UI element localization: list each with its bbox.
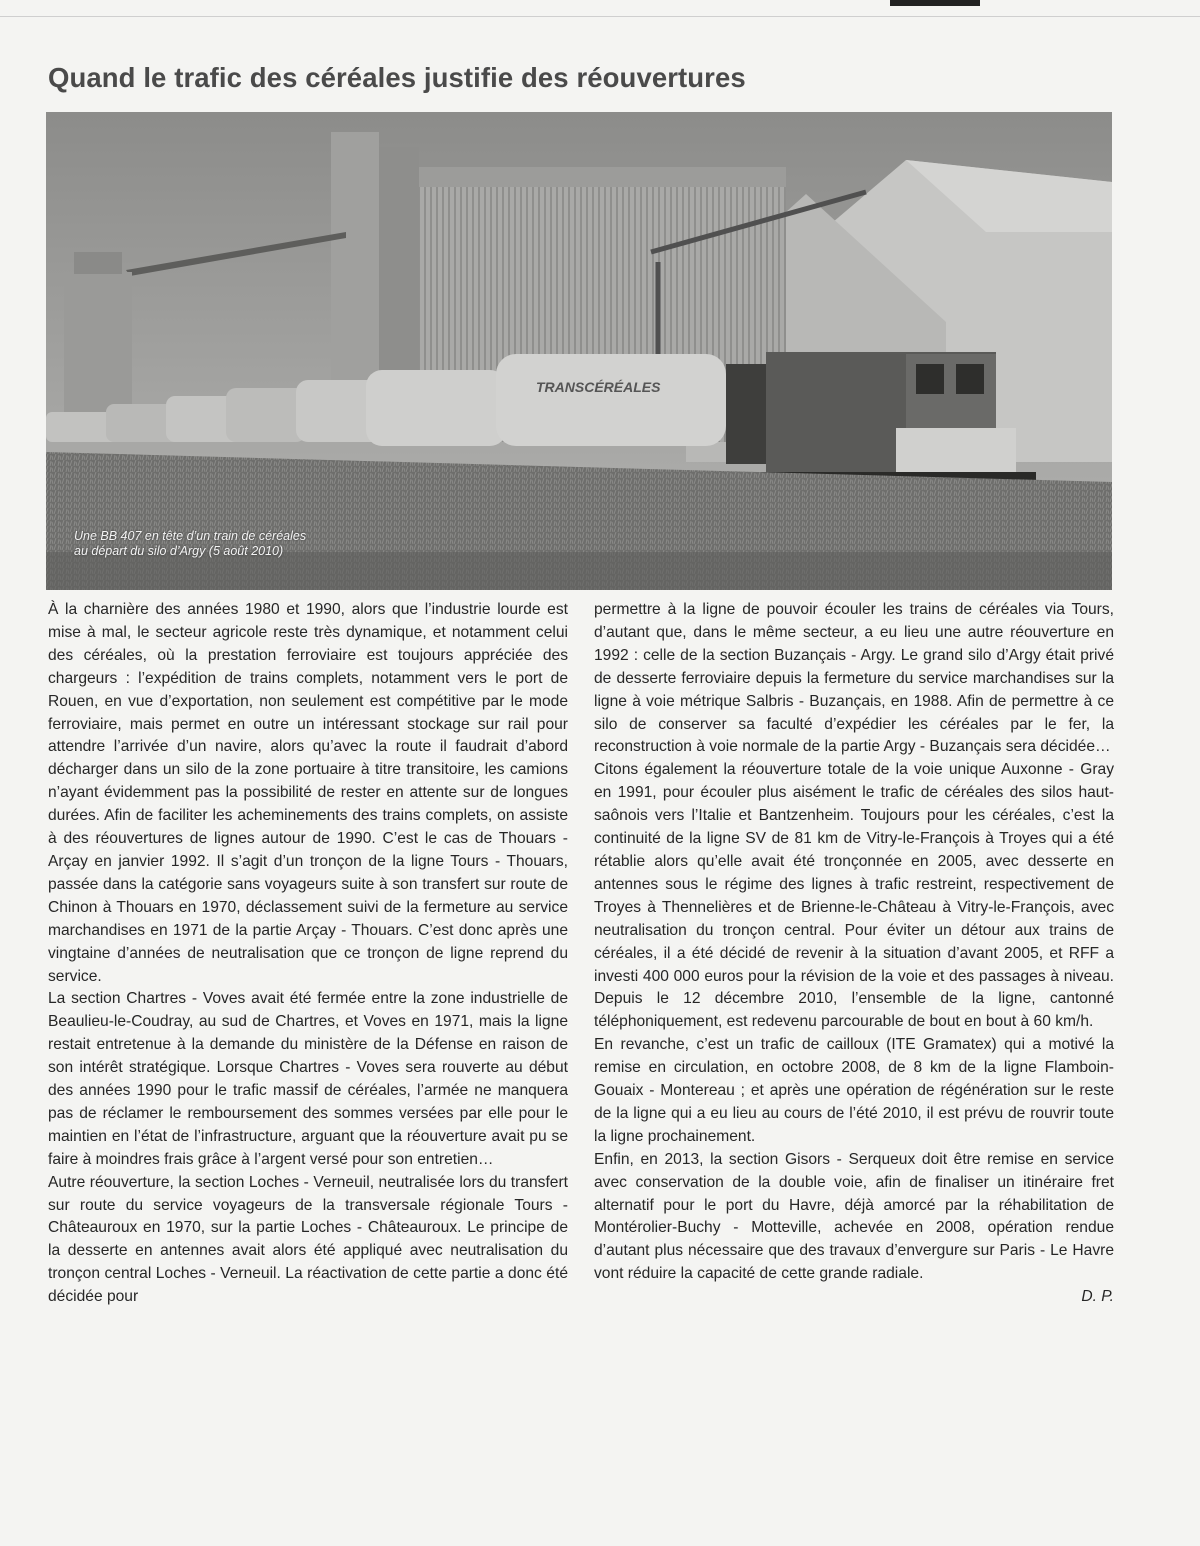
right-column [594, 599, 1114, 1309]
paragraph: Enfin, en 2013, la section Gisors - Serqueux doit être remise en service avec conservation de la double voie, afin de finaliser un itinéraire fret alternatif pour le port du Havre, déjà amorcé par la réhabilitation de Montérolier-Buchy - Motteville, achevée en 2008, opération rendue d’autant plus nécessaire que des travaux d’envergure sur Paris - Le Havre vont réduire la capacité de cette grande radiale. [594, 1150, 1114, 1283]
paragraph: En revanche, c’est un trafic de cailloux (ITE Gramatex) qui a motivé la remise en circulation, en octobre 2008, de 8 km de la ligne Flamboin-Gouaix - Montereau ; et après une opération de régénération sur le reste de la ligne qui a eu lieu au cours de l’été 2010, il est prévu de rouvrir toute la ligne prochainement. [594, 1036, 1114, 1145]
paragraph: À la charnière des années 1980 et 1990, alors que l’industrie lourde est mise à mal, le secteur agricole reste très dynamique, et notamment celui des céréales, où la prestation ferroviaire est toujours appréciée des chargeurs : l’expédition de trains complets, notamment vers le port de Rouen, en vue d’exportation, non seulement est compétitive par le mode ferroviaire, mais permet en outre un intéressant stockage sur rail pour attendre l’arrivée d’un navire, alors qu’avec la route il faudrait d’abord décharger dans un silo de la zone portuaire à titre transitoire, les camions n’ayant évidemment pas la possibilité de rester en attente sur de longues durées. Afin de faciliter les acheminements des trains complets, on assiste à des réouvertures de lignes autour de 1990. C’est le cas de Thouars - Arçay en janvier 1992. Il s’agit d’un tronçon de la ligne Tours - Thouars, passée dans la catégorie sans voyageurs suite à son transfert sur route de Chinon à Thouars en 1970, déclassement suivi de la fermeture au service marchandises en 1971 de la partie Arçay - Thouars. C’est donc après une vingtaine d’années de neutralisation que ce tronçon de ligne reprend du service. [48, 601, 568, 985]
page-top-rule [0, 16, 1200, 17]
photo-caption [74, 529, 306, 559]
article-photo [46, 112, 1112, 590]
svg-text:TRANSCÉRÉALES: TRANSCÉRÉALES [536, 379, 661, 395]
article-title: Quand le trafic des céréales justifie des réouvertures [48, 62, 746, 93]
author-signature: D. P. [1081, 1288, 1114, 1306]
page-top-marker [890, 0, 980, 6]
paragraph: Citons également la réouverture totale de la voie unique Auxonne - Gray en 1991, pour écouler plus aisément le trafic de céréales des silos haut-saônois vers l’Italie et Bantzenheim. Toujours pour les céréales, c’est la continuité de la ligne SV de 81 km de Vitry-le-François à Troyes qui a été rétablie alors qu’elle avait été tronçonnée en 2005, avec desserte en antennes sous le régime des lignes à trafic restreint, respectivement de Troyes à Thennelières et de Brienne-le-Château à Vitry-le-François, avec neutralisation du tronçon central. Pour éviter un détour aux trains de céréales, il a été décidé de revenir à la situation d’avant 2005, et RFF a investi 400 000 euros pour la révision de la voie et des passages à niveau. Depuis le 12 décembre 2010, l’ensemble de la ligne, cantonné téléphoniquement, est redevenu parcourable de bout en bout à 60 km/h. [594, 761, 1114, 1031]
photo-caption-line1: Une BB 407 en tête d’un train de céréales [74, 529, 307, 543]
left-column [48, 599, 568, 1309]
train-silo-photo [46, 112, 1112, 590]
paragraph: permettre à la ligne de pouvoir écouler les trains de céréales via Tours, d’autant que, dans le même secteur, a eu lieu une autre réouverture en 1992 : celle de la section Buzançais - Argy. Le grand silo d’Argy était privé de desserte ferroviaire depuis la fermeture du service marchandises sur la ligne à voie métrique Salbris - Buzançais, en 1988. Afin de permettre à ce silo de conserver sa faculté d’expédier les céréales par le fer, la reconstruction à voie normale de la partie Argy - Buzançais sera décidée… [594, 601, 1114, 756]
small-silo [64, 272, 132, 422]
paragraph: Autre réouverture, la section Loches - Verneuil, neutralisée lors du transfert sur route du service voyageurs de la transversale régionale Tours - Châteauroux en 1970, sur la partie Loches - Châteauroux. Le principe de la desserte en antennes avait alors été appliqué avec neutralisation du tronçon central Loches - Verneuil. La réactivation de cette partie a donc été décidée pour [48, 1173, 568, 1306]
paragraph: La section Chartres - Voves avait été fermée entre la zone industrielle de Beaulieu-le-Coudray, au sud de Chartres, et Voves en 1971, mais la ligne restait entretenue à la demande du ministère de la Défense en raison de son intérêt stratégique. Lorsque Chartres - Voves sera rouverte au début des années 1990 pour le trafic massif de céréales, l’armée ne manquera pas de réclamer le remboursement des sommes versées par elle pour le maintien en l’état de l’infrastructure, arguant que la réouverture avait pu se faire à moindres frais grâce à l’argent versé pour son entretien… [48, 990, 568, 1168]
photo-caption-line2: au départ du silo d’Argy (5 août 2010) [74, 544, 284, 558]
